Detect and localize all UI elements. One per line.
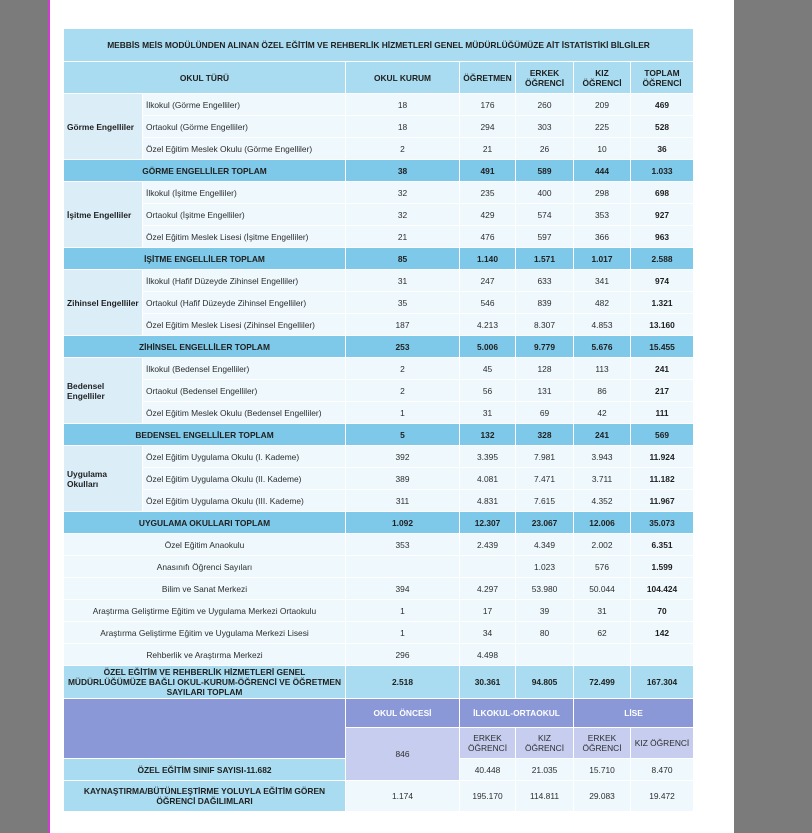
cell-ogretmen: 4.081 — [460, 468, 516, 490]
cell-erkek: 131 — [516, 380, 574, 402]
cell-okul: 18 — [346, 116, 460, 138]
cell-kiz: 42 — [574, 402, 631, 424]
cell-okul: 1 — [346, 402, 460, 424]
cell-erkek: 80 — [516, 622, 574, 644]
cell-kiz: 2.002 — [574, 534, 631, 556]
cell-toplam: 142 — [631, 622, 694, 644]
cell-toplam: 927 — [631, 204, 694, 226]
total-okul: 5 — [346, 424, 460, 446]
table-row — [64, 138, 694, 160]
group-label: Zihinsel Engelliler — [64, 270, 143, 336]
statistics-table — [63, 28, 694, 812]
cell-okul: 392 — [346, 446, 460, 468]
cell-toplam: 963 — [631, 226, 694, 248]
cell-erkek: 839 — [516, 292, 574, 314]
table-row — [64, 402, 694, 424]
bottom-kaynastirma-okul-oncesi: 1.174 — [346, 781, 460, 812]
cell-erkek: 1.023 — [516, 556, 574, 578]
table-row — [64, 358, 694, 380]
row-label: Bilim ve Sanat Merkezi — [64, 578, 346, 600]
cell-erkek: 69 — [516, 402, 574, 424]
cell-toplam: 13.160 — [631, 314, 694, 336]
row-label: Rehberlik ve Araştırma Merkezi — [64, 644, 346, 666]
bottom-kaynastirma-label: KAYNAŞTIRMA/BÜTÜNLEŞTİRME YOLUYLA EĞİTİM GÖREN ÖĞRENCİ DAĞILIMLARI — [64, 781, 346, 812]
table-row — [64, 534, 694, 556]
cell-ogretmen: 247 — [460, 270, 516, 292]
bottom-sinif-io-kiz: 21.035 — [516, 759, 574, 781]
cell-ogretmen: 4.297 — [460, 578, 516, 600]
cell-toplam: 11.967 — [631, 490, 694, 512]
cell-toplam: 1.321 — [631, 292, 694, 314]
total-label: ZİHİNSEL ENGELLİLER TOPLAM — [64, 336, 346, 358]
cell-kiz: 576 — [574, 556, 631, 578]
row-label: Ortaokul (Hafif Düzeyde Zihinsel Engelliler) — [143, 292, 346, 314]
cell-erkek: 260 — [516, 94, 574, 116]
cell-erkek: 4.349 — [516, 534, 574, 556]
grand-total-toplam: 167.304 — [631, 666, 694, 699]
cell-okul: 35 — [346, 292, 460, 314]
header-okul-turu: OKUL TÜRÜ — [64, 62, 346, 94]
cell-ogretmen: 294 — [460, 116, 516, 138]
cell-erkek: 303 — [516, 116, 574, 138]
cell-kiz: 353 — [574, 204, 631, 226]
cell-erkek: 633 — [516, 270, 574, 292]
row-label: Özel Eğitim Uygulama Okulu (I. Kademe) — [143, 446, 346, 468]
cell-ogretmen: 4.831 — [460, 490, 516, 512]
grand-total-label: ÖZEL EĞİTİM VE REHBERLİK HİZMETLERİ GENEL MÜDÜRLÜĞÜMÜZE BAĞLI OKUL-KURUM-ÖĞRENCİ VE ÖĞRETMEN SAYILARI TOPLAM — [64, 666, 346, 699]
cell-okul: 21 — [346, 226, 460, 248]
cell-okul: 31 — [346, 270, 460, 292]
grand-total-erkek: 94.805 — [516, 666, 574, 699]
bottom-kaynastirma-lise-kiz: 19.472 — [631, 781, 694, 812]
document-page — [48, 0, 734, 833]
row-label: İlkokul (Görme Engelliler) — [143, 94, 346, 116]
cell-ogretmen: 429 — [460, 204, 516, 226]
cell-kiz: 4.352 — [574, 490, 631, 512]
total-erkek: 328 — [516, 424, 574, 446]
cell-toplam: 11.182 — [631, 468, 694, 490]
cell-kiz: 10 — [574, 138, 631, 160]
cell-okul: 2 — [346, 380, 460, 402]
cell-ogretmen: 45 — [460, 358, 516, 380]
cell-kiz: 3.711 — [574, 468, 631, 490]
cell-toplam: 104.424 — [631, 578, 694, 600]
table-row — [64, 182, 694, 204]
table-row — [64, 600, 694, 622]
row-label: Özel Eğitim Meslek Lisesi (Zihinsel Engelliler) — [143, 314, 346, 336]
row-label: Özel Eğitim Uygulama Okulu (II. Kademe) — [143, 468, 346, 490]
grand-total-okul: 2.518 — [346, 666, 460, 699]
total-ogretmen: 1.140 — [460, 248, 516, 270]
row-label: Özel Eğitim Anaokulu — [64, 534, 346, 556]
table-title: MEBBİS MEİS MODÜLÜNDEN ALINAN ÖZEL EĞİTİM VE REHBERLİK HİZMETLERİ GENEL MÜDÜRLÜĞÜMÜZE AİT İSTATİSTİKİ BİLGİLER — [64, 29, 694, 62]
bottom-kaynastirma-io-erkek: 195.170 — [460, 781, 516, 812]
row-label: Özel Eğitim Uygulama Okulu (III. Kademe) — [143, 490, 346, 512]
cell-ogretmen: 476 — [460, 226, 516, 248]
cell-toplam: 469 — [631, 94, 694, 116]
group-label: Görme Engelliler — [64, 94, 143, 160]
total-row — [64, 160, 694, 182]
bottom-io-kiz-header: KIZ ÖĞRENCİ — [516, 728, 574, 759]
row-label: Özel Eğitim Meslek Okulu (Bedensel Engelliler) — [143, 402, 346, 424]
cell-okul: 1 — [346, 600, 460, 622]
cell-ogretmen: 546 — [460, 292, 516, 314]
cell-okul: 311 — [346, 490, 460, 512]
cell-ogretmen: 4.213 — [460, 314, 516, 336]
cell-erkek: 574 — [516, 204, 574, 226]
cell-ogretmen: 17 — [460, 600, 516, 622]
cell-ogretmen: 4.498 — [460, 644, 516, 666]
table-row — [64, 116, 694, 138]
row-label: Araştırma Geliştirme Eğitim ve Uygulama Merkezi Lisesi — [64, 622, 346, 644]
total-toplam: 15.455 — [631, 336, 694, 358]
group-label: İşitme Engelliler — [64, 182, 143, 248]
bottom-sinif-label: ÖZEL EĞİTİM SINIF SAYISI-11.682 — [64, 759, 346, 781]
cell-okul: 296 — [346, 644, 460, 666]
cell-okul: 187 — [346, 314, 460, 336]
cell-erkek: 26 — [516, 138, 574, 160]
header-okul-kurum: OKUL KURUM — [346, 62, 460, 94]
total-row — [64, 512, 694, 534]
cell-kiz: 31 — [574, 600, 631, 622]
table-row — [64, 292, 694, 314]
table-row — [64, 94, 694, 116]
grand-total-kiz: 72.499 — [574, 666, 631, 699]
total-label: İŞİTME ENGELLİLER TOPLAM — [64, 248, 346, 270]
bottom-okul-oncesi-header: OKUL ÖNCESİ — [346, 699, 460, 728]
cell-erkek: 8.307 — [516, 314, 574, 336]
total-okul: 85 — [346, 248, 460, 270]
cell-okul: 32 — [346, 182, 460, 204]
cell-erkek: 128 — [516, 358, 574, 380]
bottom-sinif-lise-erkek: 15.710 — [574, 759, 631, 781]
cell-toplam: 111 — [631, 402, 694, 424]
total-kiz: 1.017 — [574, 248, 631, 270]
cell-kiz: 4.853 — [574, 314, 631, 336]
total-row — [64, 424, 694, 446]
cell-kiz: 366 — [574, 226, 631, 248]
cell-erkek: 53.980 — [516, 578, 574, 600]
cell-ogretmen: 31 — [460, 402, 516, 424]
cell-okul: 353 — [346, 534, 460, 556]
header-toplam: TOPLAM ÖĞRENCİ — [631, 62, 694, 94]
cell-ogretmen: 2.439 — [460, 534, 516, 556]
row-label: Ortaokul (İşitme Engelliler) — [143, 204, 346, 226]
table-row — [64, 270, 694, 292]
total-erkek: 1.571 — [516, 248, 574, 270]
table-row — [64, 578, 694, 600]
row-label: İlkokul (Bedensel Engelliler) — [143, 358, 346, 380]
row-label: İlkokul (Hafif Düzeyde Zihinsel Engelliler) — [143, 270, 346, 292]
cell-kiz: 298 — [574, 182, 631, 204]
total-okul: 1.092 — [346, 512, 460, 534]
cell-toplam: 974 — [631, 270, 694, 292]
total-erkek: 9.779 — [516, 336, 574, 358]
table-row — [64, 556, 694, 578]
cell-toplam: 241 — [631, 358, 694, 380]
cell-kiz: 3.943 — [574, 446, 631, 468]
bottom-kaynastirma-io-kiz: 114.811 — [516, 781, 574, 812]
total-okul: 38 — [346, 160, 460, 182]
total-ogretmen: 132 — [460, 424, 516, 446]
cell-okul — [346, 556, 460, 578]
cell-toplam: 70 — [631, 600, 694, 622]
row-label: Araştırma Geliştirme Eğitim ve Uygulama Merkezi Ortaokulu — [64, 600, 346, 622]
cell-toplam: 1.599 — [631, 556, 694, 578]
cell-kiz: 341 — [574, 270, 631, 292]
cell-okul: 1 — [346, 622, 460, 644]
table-row — [64, 490, 694, 512]
total-erkek: 589 — [516, 160, 574, 182]
table-row — [64, 446, 694, 468]
cell-toplam: 217 — [631, 380, 694, 402]
cell-ogretmen: 56 — [460, 380, 516, 402]
cell-okul: 2 — [346, 358, 460, 380]
cell-erkek: 7.471 — [516, 468, 574, 490]
bottom-kaynastirma-lise-erkek: 29.083 — [574, 781, 631, 812]
row-label: Anasınıfı Öğrenci Sayıları — [64, 556, 346, 578]
header-kiz: KIZ ÖĞRENCİ — [574, 62, 631, 94]
cell-erkek: 597 — [516, 226, 574, 248]
cell-kiz: 482 — [574, 292, 631, 314]
cell-kiz: 113 — [574, 358, 631, 380]
cell-okul: 389 — [346, 468, 460, 490]
total-ogretmen: 491 — [460, 160, 516, 182]
cell-okul: 32 — [346, 204, 460, 226]
total-okul: 253 — [346, 336, 460, 358]
cell-erkek: 400 — [516, 182, 574, 204]
cell-toplam — [631, 644, 694, 666]
total-kiz: 5.676 — [574, 336, 631, 358]
total-toplam: 2.588 — [631, 248, 694, 270]
cell-toplam: 36 — [631, 138, 694, 160]
cell-kiz: 209 — [574, 94, 631, 116]
table-row — [64, 622, 694, 644]
cell-ogretmen: 34 — [460, 622, 516, 644]
total-toplam: 35.073 — [631, 512, 694, 534]
table-row — [64, 468, 694, 490]
cell-kiz: 62 — [574, 622, 631, 644]
total-kiz: 241 — [574, 424, 631, 446]
bottom-lise-kiz-header: KIZ ÖĞRENCİ — [631, 728, 694, 759]
total-toplam: 569 — [631, 424, 694, 446]
bottom-io-erkek-header: ERKEK ÖĞRENCİ — [460, 728, 516, 759]
row-label: Özel Eğitim Meslek Lisesi (İşitme Engelliler) — [143, 226, 346, 248]
row-label: Ortaokul (Görme Engelliler) — [143, 116, 346, 138]
cell-erkek: 39 — [516, 600, 574, 622]
cell-okul: 394 — [346, 578, 460, 600]
grand-total-row — [64, 666, 694, 699]
cell-toplam: 6.351 — [631, 534, 694, 556]
group-label: Bedensel Engelliler — [64, 358, 143, 424]
row-label: Özel Eğitim Meslek Okulu (Görme Engelliler) — [143, 138, 346, 160]
bottom-ilkokul-ortaokul-header: İLKOKUL-ORTAOKUL — [460, 699, 574, 728]
cell-okul: 2 — [346, 138, 460, 160]
header-ogretmen: ÖĞRETMEN — [460, 62, 516, 94]
table-row — [64, 226, 694, 248]
bottom-sinif-lise-kiz: 8.470 — [631, 759, 694, 781]
cell-ogretmen: 21 — [460, 138, 516, 160]
total-label: UYGULAMA OKULLARI TOPLAM — [64, 512, 346, 534]
bottom-lise-header: LİSE — [574, 699, 694, 728]
table-row — [64, 644, 694, 666]
cell-kiz — [574, 644, 631, 666]
row-label: İlkokul (İşitme Engelliler) — [143, 182, 346, 204]
cell-toplam: 698 — [631, 182, 694, 204]
bottom-sinif-okul-oncesi: 846 — [346, 728, 460, 781]
cell-ogretmen — [460, 556, 516, 578]
row-label: Ortaokul (Bedensel Engelliler) — [143, 380, 346, 402]
cell-erkek — [516, 644, 574, 666]
bottom-sinif-io-erkek: 40.448 — [460, 759, 516, 781]
cell-toplam: 11.924 — [631, 446, 694, 468]
bottom-lise-erkek-header: ERKEK ÖĞRENCİ — [574, 728, 631, 759]
total-row — [64, 248, 694, 270]
total-row — [64, 336, 694, 358]
header-erkek: ERKEK ÖĞRENCİ — [516, 62, 574, 94]
total-label: BEDENSEL ENGELLİLER TOPLAM — [64, 424, 346, 446]
grand-total-ogretmen: 30.361 — [460, 666, 516, 699]
cell-okul: 18 — [346, 94, 460, 116]
cell-erkek: 7.981 — [516, 446, 574, 468]
total-kiz: 444 — [574, 160, 631, 182]
cell-ogretmen: 176 — [460, 94, 516, 116]
table-row — [64, 204, 694, 226]
total-toplam: 1.033 — [631, 160, 694, 182]
cell-kiz: 225 — [574, 116, 631, 138]
table-row — [64, 314, 694, 336]
table-row — [64, 380, 694, 402]
cell-erkek: 7.615 — [516, 490, 574, 512]
total-kiz: 12.006 — [574, 512, 631, 534]
group-label: Uygulama Okulları — [64, 446, 143, 512]
total-erkek: 23.067 — [516, 512, 574, 534]
total-label: GÖRME ENGELLİLER TOPLAM — [64, 160, 346, 182]
cell-ogretmen: 235 — [460, 182, 516, 204]
total-ogretmen: 5.006 — [460, 336, 516, 358]
cell-kiz: 86 — [574, 380, 631, 402]
cell-toplam: 528 — [631, 116, 694, 138]
total-ogretmen: 12.307 — [460, 512, 516, 534]
cell-kiz: 50.044 — [574, 578, 631, 600]
cell-ogretmen: 3.395 — [460, 446, 516, 468]
